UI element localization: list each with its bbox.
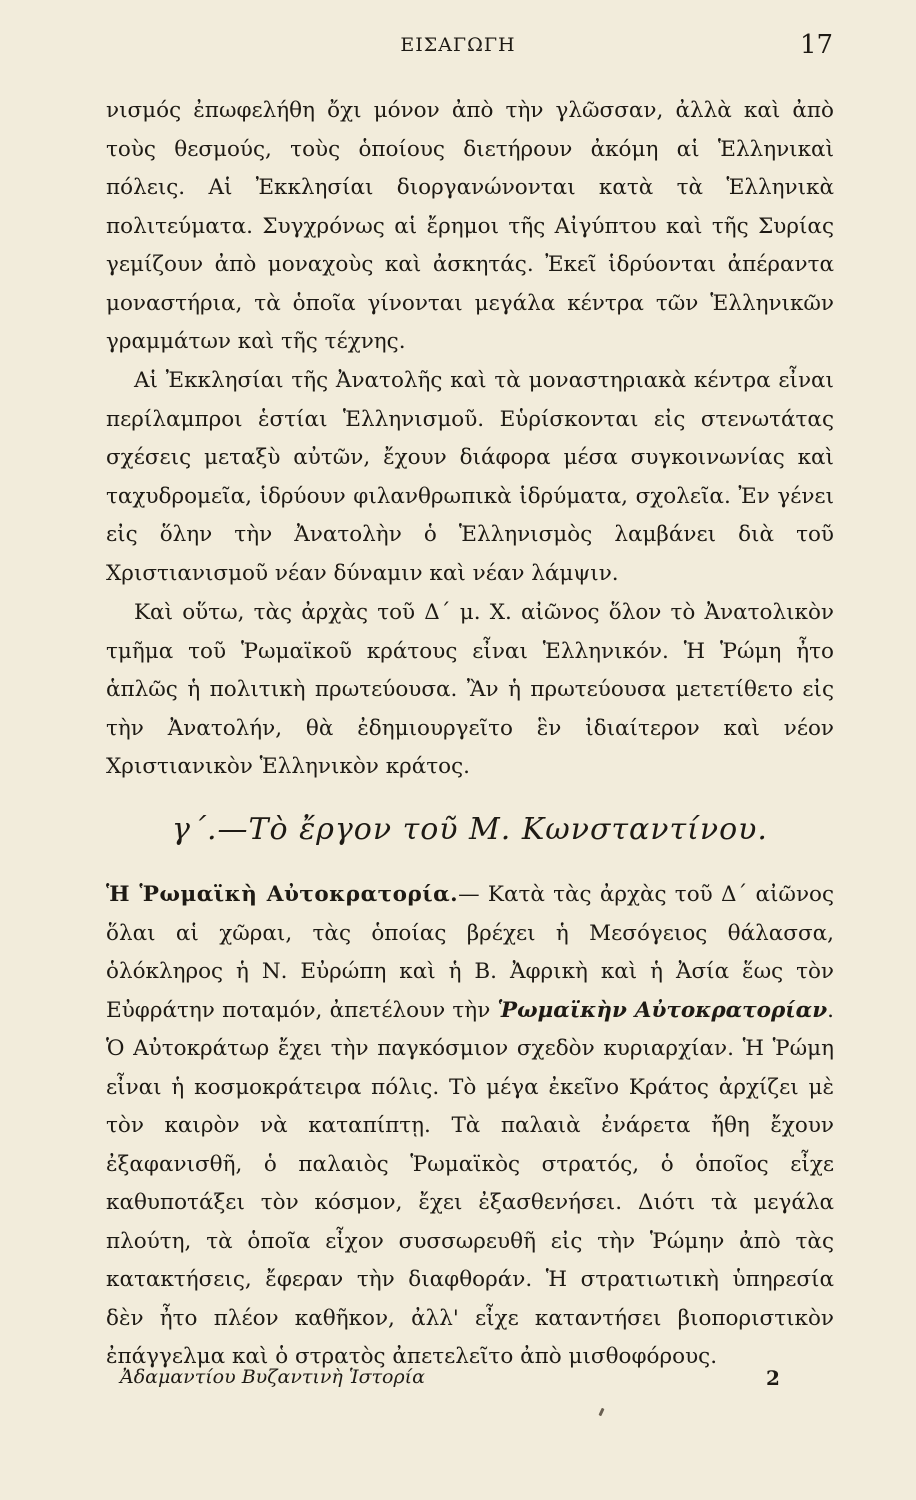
footer-book-title: Ἀδαμαντίου Βυζαντινὴ Ἱστορία — [120, 1366, 425, 1388]
paragraph-text-b: . Ὁ Αὐτοκράτωρ ἔχει τὴν παγκόσμιον σχεδὸν κυριαρχίαν. Ἡ Ῥώμη εἶναι ἡ κοσμοκράτειρα πόλις. Τὸ μέγα ἐκεῖνο Κράτος ἀρχίζει μὲ τὸν καιρὸν νὰ καταπίπτῃ. Τὰ παλαιὰ ἐνάρετα ἤθη ἔχουν ἐξαφανισθῆ, ὁ παλαιὸς Ῥωμαϊκὸς στρατός, ὁ ὁποῖος εἶχε καθυποτάξει τὸν κόσμον, ἔχει ἐξασθενήσει. Διότι τὰ μεγάλα πλούτη, τὰ ὁποῖα εἶχον συσσωρευθῆ εἰς τὴν Ῥώμην ἀπὸ τὰς κατακτήσεις, ἔφεραν τὴν διαφθοράν. Ἡ στρατιωτικὴ ὑπηρεσία δὲν ἦτο πλέον καθῆκον, ἀλλ' εἶχε καταντήσει βιοποριστικὸν ἐπάγγελμα καὶ ὁ στρατὸς ἀπετελεῖτο ἀπὸ μισθοφόρους. — [106, 997, 834, 1369]
section-title: γ΄.—Τὸ ἔργον τοῦ Μ. Κωνσταντίνου. — [172, 812, 768, 847]
page-number: 17 — [800, 30, 834, 60]
paragraph-2 — [106, 362, 834, 593]
paragraph-3 — [106, 594, 834, 787]
paragraph-1: νισμός ἐπωφελήθη ὄχι μόνον ἀπὸ τὴν γλῶσσαν, ἀλλὰ καὶ ἀπὸ τοὺς θεσμούς, τοὺς ὁποίους διετήρουν ἀκόμη αἱ Ἑλληνικαὶ πόλεις. Αἱ Ἐκκλησίαι διοργανώνονται κατὰ τὰ Ἑλληνικὰ πολιτεύματα. Συγχρόνως αἱ ἔρημοι τῆς Αἰγύπτου καὶ τῆς Συρίας γεμίζουν ἀπὸ μοναχοὺς καὶ ἀσκητάς. Ἐκεῖ ἱδρύονται ἀπέραντα μοναστήρια, τὰ ὁποῖα γίνονται μεγάλα κέντρα τῶν Ἑλληνικῶν γραμμάτων καὶ τῆς τέχνης. — [106, 98, 834, 354]
ink-speck — [598, 1408, 604, 1417]
footer-signature-mark: 2 — [766, 1366, 780, 1390]
running-head: ΕΙΣΑΓΩΓΗ — [400, 34, 516, 56]
paragraph-text-a: — Κατὰ τὰς ἀρχὰς τοῦ Δ΄ αἰῶνος ὅλαι αἱ χῶραι, τὰς ὁποίας βρέχει ἡ Μεσόγειος θάλασσα, ὁλόκληρος ἡ Ν. Εὐρώπη καὶ ἡ Β. Ἀφρικὴ καὶ ἡ Ἀσία ἕως τὸν Εὐφράτην ποταμόν, ἀπετέλουν τὴν — [106, 882, 834, 1023]
emphasized-term: Ῥωμαϊκὴν Αὐτοκρατορίαν — [497, 997, 828, 1023]
paragraph-3-text: Καὶ οὕτω, τὰς ἀρχὰς τοῦ Δ΄ μ. Χ. αἰῶνος ὅλον τὸ Ἀνατολικὸν τμῆμα τοῦ Ῥωμαϊκοῦ κράτους εἶναι Ἑλληνικόν. Ἡ Ῥώμη ἦτο ἁπλῶς ἡ πολιτικὴ πρωτεύουσα. Ἂν ἡ πρωτεύουσα μετετίθετο εἰς τὴν Ἀνατολήν, θὰ ἐδημιουργεῖτο ἓν ἰδιαίτερον καὶ νέον Χριστιανικὸν Ἑλληνικὸν κράτος. — [106, 600, 834, 779]
section-paragraph — [106, 876, 834, 1377]
paragraph-lead-heading: Ἡ Ῥωμαϊκὴ Αὐτοκρατορία. — [106, 882, 459, 907]
paragraph-2-text: Αἱ Ἐκκλησίαι τῆς Ἀνατολῆς καὶ τὰ μοναστηριακὰ κέντρα εἶναι περίλαμπροι ἑστίαι Ἑλληνισμοῦ. Εὑρίσκονται εἰς στενωτάτας σχέσεις μεταξὺ αὐτῶν, ἔχουν διάφορα μέσα συγκοινωνίας καὶ ταχυδρομεῖα, ἱδρύουν φιλανθρωπικὰ ἱδρύματα, σχολεῖα. Ἐν γένει εἰς ὅλην τὴν Ἀνατολὴν ὁ Ἑλληνισμὸς λαμβάνει διὰ τοῦ Χριστιανισμοῦ νέαν δύναμιν καὶ νέαν λάμψιν. — [106, 368, 834, 586]
